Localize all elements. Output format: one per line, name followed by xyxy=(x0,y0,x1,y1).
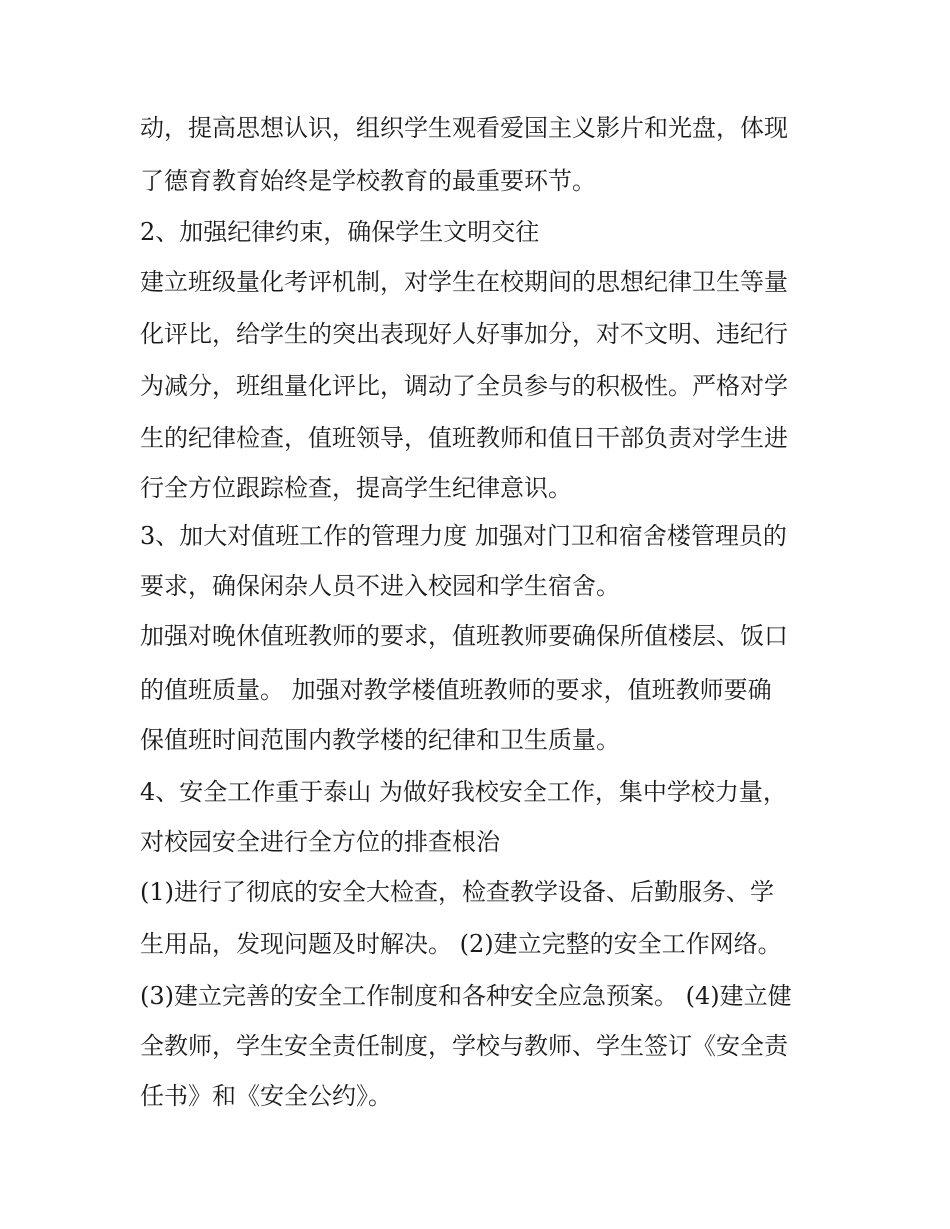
text-line: 对校园安全进行全方位的排查根治 xyxy=(140,828,500,856)
text-line: 生用品，发现问题及时解决。 (2)建立完整的安全工作网络。 xyxy=(140,930,782,958)
text-line: 行全方位跟踪检查，提高学生纪律意识。 xyxy=(140,474,572,502)
text-line: 建立班级量化考评机制，对学生在校期间的思想纪律卫生等量 xyxy=(140,268,788,296)
section-heading: 3、加大对值班工作的管理力度 加强对门卫和宿舍楼管理员的 xyxy=(140,522,787,550)
text-line: 动，提高思想认识，组织学生观看爱国主义影片和光盘，体现 xyxy=(140,114,788,142)
text-line: 为减分，班组量化评比，调动了全员参与的积极性。严格对学 xyxy=(140,372,788,400)
text-line: 的值班质量。 加强对教学楼值班教师的要求，值班教师要确 xyxy=(140,676,772,704)
text-line: 生的纪律检查，值班领导，值班教师和值日干部负责对学生进 xyxy=(140,424,788,452)
text-line: 化评比，给学生的突出表现好人好事加分，对不文明、违纪行 xyxy=(140,320,788,348)
section-heading: 2、加强纪律约束，确保学生文明交往 xyxy=(140,218,540,246)
text-line: 任书》和《安全公约》。 xyxy=(140,1082,392,1110)
section-heading: 4、安全工作重于泰山 为做好我校安全工作，集中学校力量， xyxy=(140,778,787,806)
text-line: 了德育教育始终是学校教育的最重要环节。 xyxy=(140,167,596,195)
text-line: 全教师，学生安全责任制度，学校与教师、学生签订《安全责 xyxy=(140,1032,788,1060)
text-line: 加强对晚休值班教师的要求，值班教师要确保所值楼层、饭口 xyxy=(140,622,788,650)
text-line: 要求，确保闲杂人员不进入校园和学生宿舍。 xyxy=(140,572,620,600)
text-line: 保值班时间范围内教学楼的纪律和卫生质量。 xyxy=(140,726,620,754)
text-line: (1)进行了彻底的安全大检查，检查教学设备、后勤服务、学 xyxy=(140,878,774,906)
text-line: (3)建立完善的安全工作制度和各种安全应急预案。 (4)建立健 xyxy=(140,982,792,1010)
